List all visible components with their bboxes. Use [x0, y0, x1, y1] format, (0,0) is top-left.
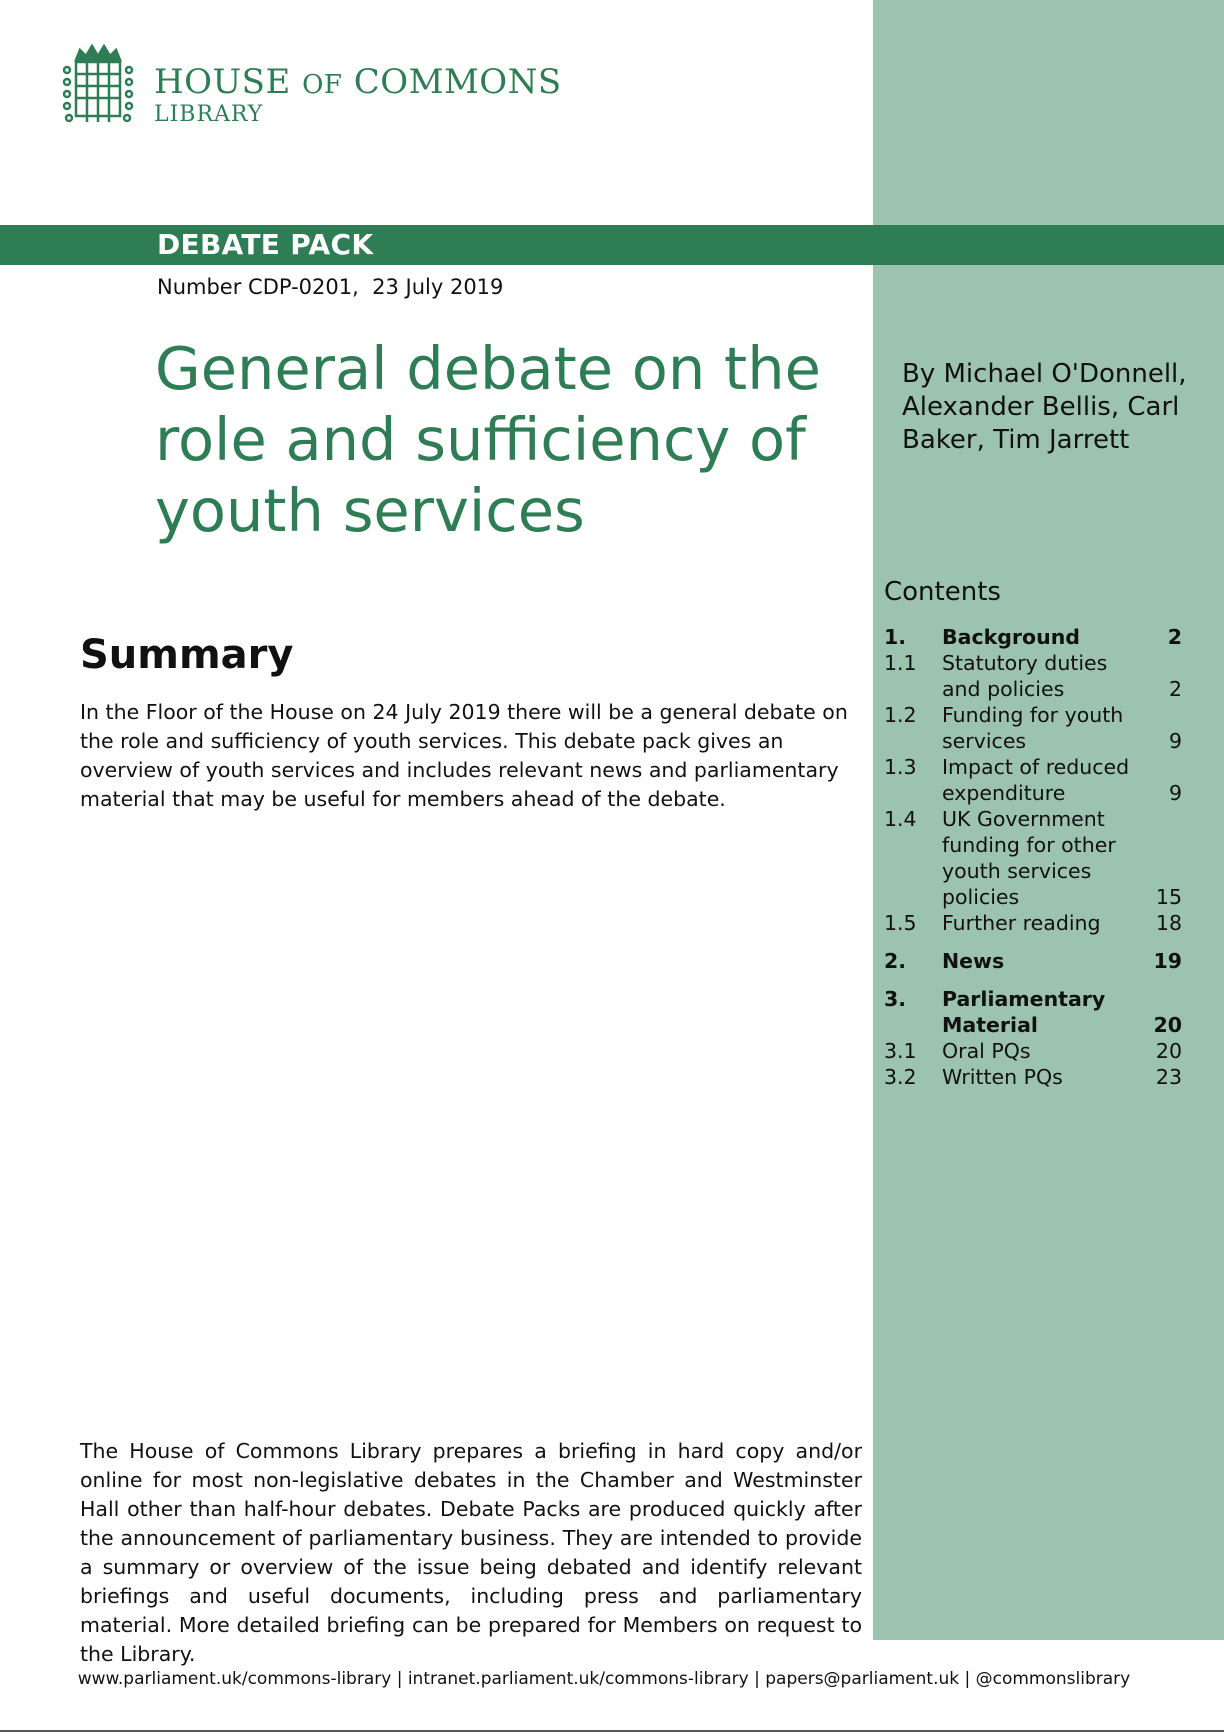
document-number-date: Number CDP-0201, 23 July 2019 — [157, 275, 504, 299]
toc-item[interactable]: 3. Parliamentary Material 20 — [884, 987, 1182, 1037]
authors: By Michael O'Donnell, Alexander Bellis, Carl Baker, Tim Jarrett — [902, 359, 1187, 455]
bottom-divider — [0, 1730, 1224, 1732]
summary-text: In the Floor of the House on 24 July 2019 there will be a general debate on the role and sufficiency of youth services. This debate pack gives an overview of youth services and includes relevant news and parliamentary material that may be useful for members ahead of the debate. — [80, 700, 848, 811]
footer-links: www.parliament.uk/commons-library | intranet.parliament.uk/commons-library | papers@parliament.uk | @commonslibrary — [77, 1669, 1131, 1689]
toc-item[interactable]: 1.4 UK Government funding for other youth services policies 15 — [884, 807, 1182, 909]
summary-heading: Summary — [80, 632, 294, 678]
toc-item[interactable]: 1.5 Further reading 18 — [884, 911, 1182, 935]
toc-item[interactable]: 1.3 Impact of reduced expenditure 9 — [884, 755, 1182, 805]
house-of-commons-logo — [62, 44, 562, 134]
logo-subtitle: LIBRARY — [154, 102, 264, 127]
toc-item[interactable]: 3.2 Written PQs 23 — [884, 1065, 1182, 1089]
contents-list — [884, 624, 1184, 1090]
contents-heading: Contents — [884, 577, 1001, 607]
toc-item[interactable]: 2. News 19 — [884, 949, 1182, 973]
toc-item[interactable]: 1.1 Statutory duties and policies 2 — [884, 651, 1182, 701]
banner-label: DEBATE PACK — [157, 228, 374, 261]
disclaimer-text: The House of Commons Library prepares a briefing in hard copy and/or online for most non-legislative debates in the Chamber and Westminster Hall other than half-hour debates. Debate Packs are produced quickly after the announcement of parliamentary business. They are intended to provide a summary or overview of the issue being debated and identify relevant briefings and useful documents, including press and parliamentary material. More detailed briefing can be prepared for Members on request to the Library. — [80, 1439, 862, 1666]
toc-item[interactable]: 3.1 Oral PQs 20 — [884, 1039, 1182, 1063]
toc-item[interactable]: 1.2 Funding for youth services 9 — [884, 703, 1182, 753]
toc-item[interactable]: 1. Background 2 — [884, 625, 1182, 649]
portcullis-icon — [62, 44, 134, 130]
logo-title: HOUSE OF COMMONS — [154, 62, 562, 102]
page-title: General debate on the role and sufficiency of youth services — [155, 334, 821, 545]
